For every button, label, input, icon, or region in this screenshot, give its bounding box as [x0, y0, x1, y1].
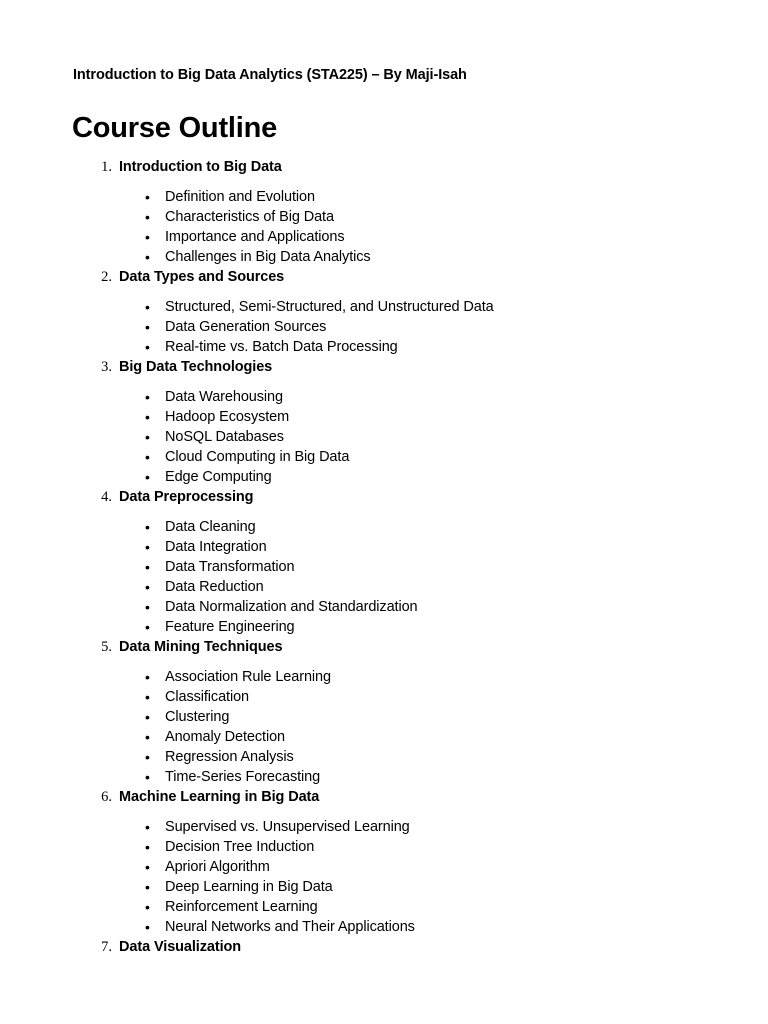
- list-item: [0, 517, 768, 537]
- bullet-icon: •: [145, 389, 150, 405]
- list-item: [0, 877, 768, 897]
- list-item-label: Classification: [165, 689, 250, 705]
- list-item-label: Supervised vs. Unsupervised Learning: [165, 819, 410, 835]
- list-item: [0, 387, 768, 407]
- list-item-label: Data Integration: [165, 539, 267, 555]
- bullet-icon: •: [145, 519, 150, 535]
- bullet-icon: •: [145, 249, 150, 265]
- bullet-icon: •: [145, 299, 150, 315]
- list-item-label: Challenges in Big Data Analytics: [165, 249, 371, 265]
- list-item: [0, 617, 768, 637]
- list-item: [0, 447, 768, 467]
- section-number: 7.: [101, 939, 112, 955]
- list-item-label: NoSQL Databases: [165, 429, 284, 445]
- bullet-icon: •: [145, 209, 150, 225]
- list-item-label: Feature Engineering: [165, 619, 295, 635]
- list-item: [0, 337, 768, 357]
- list-item: [0, 747, 768, 767]
- list-item: [0, 537, 768, 557]
- list-item: [0, 857, 768, 877]
- list-item: [0, 727, 768, 747]
- bullet-icon: •: [145, 599, 150, 615]
- section-item-list: [0, 658, 768, 787]
- list-item-label: Importance and Applications: [165, 229, 345, 245]
- list-item: [0, 427, 768, 447]
- outline-section: [0, 487, 768, 637]
- bullet-icon: •: [145, 429, 150, 445]
- list-item-label: Neural Networks and Their Applications: [165, 919, 415, 935]
- outline-section: [0, 157, 768, 267]
- bullet-icon: •: [145, 409, 150, 425]
- bullet-icon: •: [145, 689, 150, 705]
- section-title: Big Data Technologies: [119, 359, 273, 375]
- section-item-list: [0, 178, 768, 267]
- list-item: [0, 597, 768, 617]
- outline-section: [0, 937, 768, 958]
- list-item-label: Data Normalization and Standardization: [165, 599, 418, 615]
- list-item: [0, 207, 768, 227]
- list-item-label: Data Generation Sources: [165, 319, 327, 335]
- list-item-label: Characteristics of Big Data: [165, 209, 334, 225]
- bullet-icon: •: [145, 319, 150, 335]
- section-title: Machine Learning in Big Data: [119, 789, 320, 805]
- bullet-icon: •: [145, 729, 150, 745]
- section-title: Data Mining Techniques: [119, 639, 283, 655]
- list-item-label: Structured, Semi-Structured, and Unstructured Data: [165, 299, 494, 315]
- section-heading: [0, 357, 768, 378]
- list-item-label: Regression Analysis: [165, 749, 294, 765]
- page-title: Course Outline: [72, 112, 278, 144]
- outline-section: [0, 357, 768, 487]
- section-item-list: [0, 508, 768, 637]
- list-item: [0, 897, 768, 917]
- list-item: [0, 917, 768, 937]
- list-item: [0, 837, 768, 857]
- list-item-label: Data Cleaning: [165, 519, 256, 535]
- section-title: Data Visualization: [119, 939, 242, 955]
- list-item-label: Anomaly Detection: [165, 729, 285, 745]
- bullet-icon: •: [145, 919, 150, 935]
- bullet-icon: •: [145, 819, 150, 835]
- list-item: [0, 557, 768, 577]
- outline-section: [0, 787, 768, 937]
- outline-section: [0, 637, 768, 787]
- running-header: Introduction to Big Data Analytics (STA225) – By Maji-Isah: [73, 67, 467, 83]
- list-item-label: Real-time vs. Batch Data Processing: [165, 339, 398, 355]
- bullet-icon: •: [145, 469, 150, 485]
- list-item-label: Apriori Algorithm: [165, 859, 270, 875]
- list-item-label: Edge Computing: [165, 469, 272, 485]
- list-item-label: Association Rule Learning: [165, 669, 331, 685]
- section-number: 1.: [101, 159, 112, 175]
- bullet-icon: •: [145, 619, 150, 635]
- list-item: [0, 667, 768, 687]
- section-item-list: [0, 808, 768, 937]
- section-number: 3.: [101, 359, 112, 375]
- list-item-label: Data Reduction: [165, 579, 264, 595]
- list-item-label: Time-Series Forecasting: [165, 769, 321, 785]
- bullet-icon: •: [145, 449, 150, 465]
- bullet-icon: •: [145, 539, 150, 555]
- list-item: [0, 467, 768, 487]
- list-item: [0, 767, 768, 787]
- bullet-icon: •: [145, 669, 150, 685]
- section-heading: [0, 487, 768, 508]
- bullet-icon: •: [145, 189, 150, 205]
- section-heading: [0, 637, 768, 658]
- list-item: [0, 707, 768, 727]
- list-item-label: Hadoop Ecosystem: [165, 409, 290, 425]
- course-outline-list: [0, 157, 768, 958]
- list-item-label: Reinforcement Learning: [165, 899, 318, 915]
- list-item-label: Cloud Computing in Big Data: [165, 449, 350, 465]
- bullet-icon: •: [145, 879, 150, 895]
- section-title: Data Preprocessing: [119, 489, 254, 505]
- list-item-label: Data Transformation: [165, 559, 295, 575]
- list-item-label: Decision Tree Induction: [165, 839, 315, 855]
- list-item: [0, 187, 768, 207]
- list-item-label: Deep Learning in Big Data: [165, 879, 333, 895]
- section-number: 4.: [101, 489, 112, 505]
- outline-section: [0, 267, 768, 357]
- list-item: [0, 817, 768, 837]
- bullet-icon: •: [145, 749, 150, 765]
- list-item-label: Definition and Evolution: [165, 189, 315, 205]
- section-number: 6.: [101, 789, 112, 805]
- list-item: [0, 577, 768, 597]
- bullet-icon: •: [145, 579, 150, 595]
- list-item: [0, 687, 768, 707]
- section-heading: [0, 937, 768, 958]
- section-item-list: [0, 378, 768, 487]
- bullet-icon: •: [145, 229, 150, 245]
- section-number: 5.: [101, 639, 112, 655]
- list-item: [0, 407, 768, 427]
- list-item: [0, 227, 768, 247]
- section-heading: [0, 157, 768, 178]
- list-item: [0, 297, 768, 317]
- bullet-icon: •: [145, 709, 150, 725]
- bullet-icon: •: [145, 339, 150, 355]
- section-heading: [0, 267, 768, 288]
- section-item-list: [0, 288, 768, 357]
- bullet-icon: •: [145, 769, 150, 785]
- bullet-icon: •: [145, 899, 150, 915]
- bullet-icon: •: [145, 859, 150, 875]
- list-item-label: Data Warehousing: [165, 389, 283, 405]
- list-item: [0, 317, 768, 337]
- section-title: Introduction to Big Data: [119, 159, 282, 175]
- bullet-icon: •: [145, 839, 150, 855]
- list-item: [0, 247, 768, 267]
- bullet-icon: •: [145, 559, 150, 575]
- list-item-label: Clustering: [165, 709, 230, 725]
- section-number: 2.: [101, 269, 112, 285]
- section-heading: [0, 787, 768, 808]
- section-title: Data Types and Sources: [119, 269, 285, 285]
